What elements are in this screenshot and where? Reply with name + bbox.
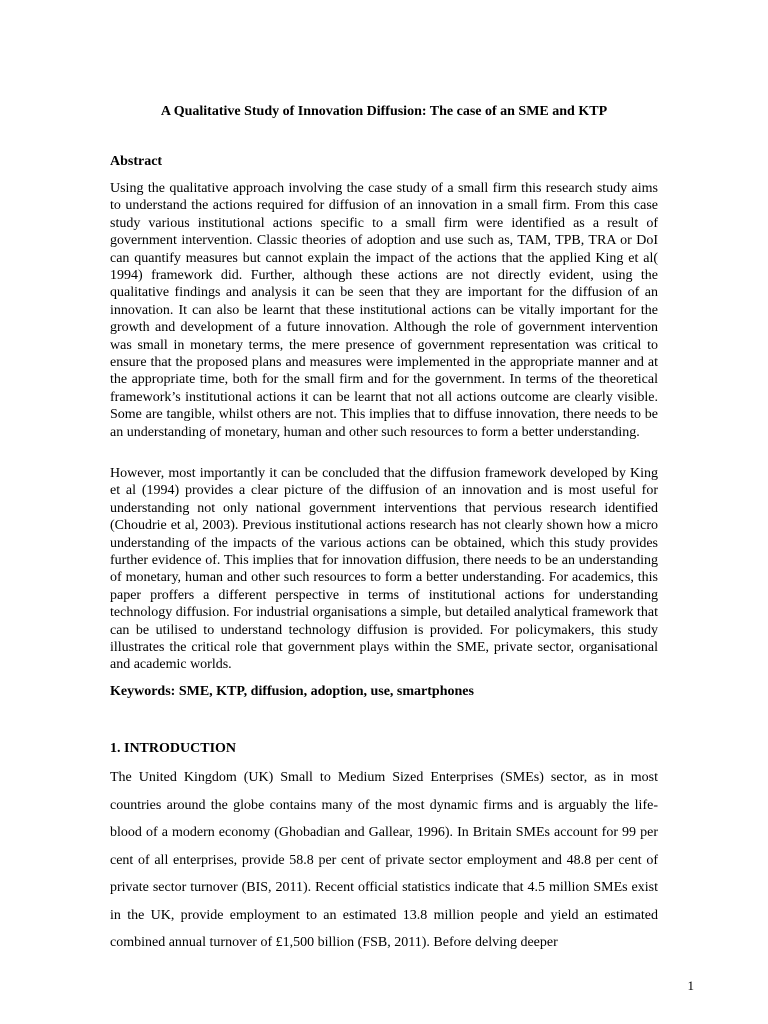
paper-title: A Qualitative Study of Innovation Diffusion: The case of an SME and KTP — [160, 104, 608, 119]
page-number: 1 — [687, 978, 694, 993]
abstract-paragraph-2: However, most importantly it can be concluded that the diffusion framework developed by King et al (1994) provides a clear picture of the diffusion of an innovation and is most useful for understanding not only national government interventions that pervious research identified (Choudrie et al, 2003). Previous institutional actions research has not clearly shown how a micro understanding of the impacts of the various actions can be obtained, which this study provides further evidence of. This implies that for innovation diffusion, there needs to be an understanding of monetary, human and other such resources to form a better understanding. For academics, this paper proffers a different perspective in terms of institutional actions for understanding technology diffusion. For industrial organisations a simple, but detailed analytical framework that can be utilised to understand technology diffusion is provided. For policymakers, this study illustrates the critical role that government plays within the SME, private sector, organisational and academic worlds. — [110, 466, 658, 673]
introduction-heading: 1. INTRODUCTION — [110, 741, 237, 756]
keywords-line: Keywords: SME, KTP, diffusion, adoption, use, smartphones — [110, 684, 474, 699]
introduction-paragraph: The United Kingdom (UK) Small to Medium Sized Enterprises (SMEs) sector, as in most countries around the globe contains many of the most dynamic firms and is arguably the life-blood of a modern economy (Ghobadian and Gallear, 1996). In Britain SMEs account for 99 per cent of all enterprises, provide 58.8 per cent of private sector employment and 48.8 per cent of private sector turnover (BIS, 2011). Recent official statistics indicate that 4.5 million SMEs exist in the UK, provide employment to an estimated 13.8 million people and yield an estimated combined annual turnover of £1,500 billion (FSB, 2011). Before delving deeper — [110, 770, 658, 950]
abstract-paragraph-1: Using the qualitative approach involving the case study of a small firm this research study aims to understand the actions required for diffusion of an innovation in a small firm. From this case study various institutional actions specific to a small firm were identified as a result of government intervention. Classic theories of adoption and use such as, TAM, TPB, TRA or DoI can quantify measures but cannot explain the impact of the actions that the applied King et al( 1994) framework did. Further, although these actions are not directly evident, using the qualitative findings and analysis it can be seen that they are important for the diffusion of an innovation. It can also be learnt that these institutional actions can be vitally important for the growth and development of a future innovation. Although the role of government intervention was small in monetary terms, the mere presence of government representation was critical to ensure that the proposed plans and measures were implemented in the appropriate manner and at the appropriate time, both for the small firm and for the government. In terms of the theoretical framework’s institutional actions it can be learnt that not all actions outcome are clearly visible. Some are tangible, whilst others are not. This implies that to diffuse innovation, there needs to be an understanding of monetary, human and other such resources to form a better understanding. — [110, 181, 658, 440]
abstract-heading: Abstract — [110, 154, 163, 169]
